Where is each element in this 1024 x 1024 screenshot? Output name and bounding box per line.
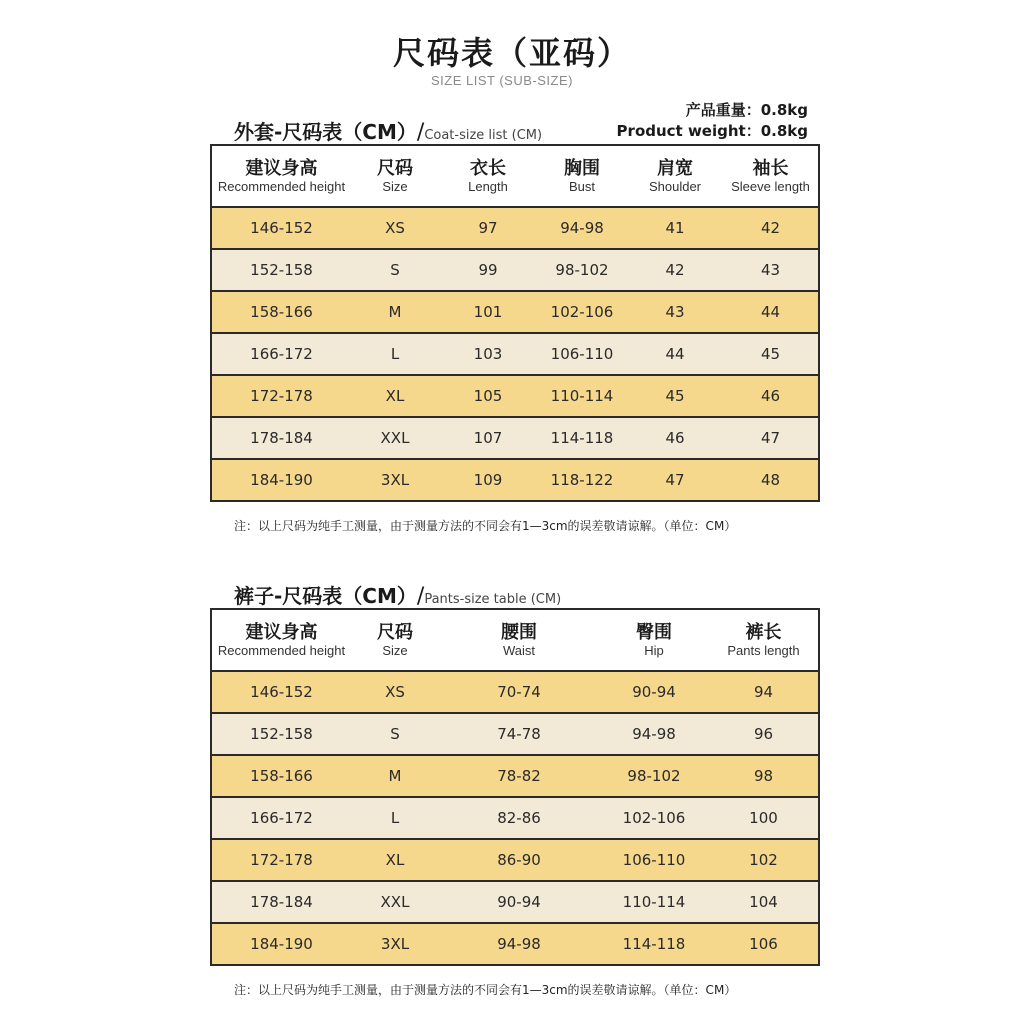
- table-cell: 114-118: [537, 417, 627, 459]
- coat-header-en: Recommended height: [217, 178, 346, 194]
- table-cell: 41: [627, 207, 723, 249]
- coat-header-en: Bust: [568, 178, 595, 194]
- coat-header-cell: [627, 145, 723, 207]
- coat-section-heading: [234, 116, 542, 145]
- table-cell: 166-172: [211, 333, 351, 375]
- table-row: [211, 881, 819, 923]
- pants-header-row: [211, 609, 819, 671]
- page-subtitle: SIZE LIST (SUB-SIZE): [431, 73, 573, 88]
- coat-table-body: [211, 207, 819, 501]
- coat-header-en: Sleeve length: [731, 178, 810, 194]
- table-cell: 118-122: [537, 459, 627, 501]
- table-cell: 100: [709, 797, 819, 839]
- table-cell: S: [351, 249, 439, 291]
- table-cell: 78-82: [439, 755, 599, 797]
- coat-title-slash: /: [416, 120, 425, 145]
- pants-title-slash: /: [416, 584, 425, 609]
- table-cell: XS: [351, 671, 439, 713]
- table-cell: 184-190: [211, 923, 351, 965]
- table-cell: 146-152: [211, 671, 351, 713]
- pants-header-cell: [211, 609, 351, 671]
- table-cell: 158-166: [211, 755, 351, 797]
- table-cell: 3XL: [351, 459, 439, 501]
- pants-section-heading: [234, 580, 561, 609]
- coat-header-zh: 袖长: [752, 157, 789, 179]
- table-cell: L: [351, 333, 439, 375]
- table-cell: 90-94: [439, 881, 599, 923]
- table-cell: 158-166: [211, 291, 351, 333]
- coat-header-cell: [537, 145, 627, 207]
- table-cell: 110-114: [537, 375, 627, 417]
- pants-header-zh: 尺码: [377, 621, 413, 643]
- pants-header-cell: [599, 609, 709, 671]
- coat-header-zh: 肩宽: [657, 157, 693, 179]
- coat-header-zh: 尺码: [377, 157, 413, 179]
- coat-header-en: Length: [468, 178, 508, 194]
- table-cell: 97: [439, 207, 537, 249]
- table-row: [211, 671, 819, 713]
- table-cell: 45: [627, 375, 723, 417]
- table-cell: 47: [723, 417, 819, 459]
- table-cell: 47: [627, 459, 723, 501]
- pants-header-cell: [439, 609, 599, 671]
- pants-header-zh: 裤长: [745, 621, 782, 643]
- table-cell: 152-158: [211, 713, 351, 755]
- coat-header-cell: [723, 145, 819, 207]
- pants-header-en: Size: [382, 642, 408, 658]
- table-cell: 102: [709, 839, 819, 881]
- table-cell: 152-158: [211, 249, 351, 291]
- coat-header-en: Shoulder: [648, 178, 702, 194]
- pants-header-zh: 腰围: [501, 621, 537, 643]
- table-row: [211, 249, 819, 291]
- table-cell: XXL: [351, 881, 439, 923]
- table-cell: 178-184: [211, 417, 351, 459]
- table-cell: 184-190: [211, 459, 351, 501]
- table-cell: 98: [709, 755, 819, 797]
- table-cell: 44: [723, 291, 819, 333]
- table-cell: 44: [627, 333, 723, 375]
- pants-size-table: [210, 608, 820, 966]
- table-cell: 96: [709, 713, 819, 755]
- table-cell: 103: [439, 333, 537, 375]
- coat-header-zh: 胸围: [564, 157, 600, 179]
- pants-title-zh: 裤子-尺码表（CM）: [234, 584, 417, 608]
- table-row: [211, 417, 819, 459]
- table-cell: 86-90: [439, 839, 599, 881]
- table-cell: L: [351, 797, 439, 839]
- page-title: 尺码表（亚码）: [392, 34, 631, 72]
- coat-header-zh: 衣长: [470, 157, 506, 179]
- coat-header-row: [211, 145, 819, 207]
- table-cell: XL: [351, 839, 439, 881]
- table-cell: 106-110: [537, 333, 627, 375]
- table-row: [211, 459, 819, 501]
- pants-header-en: Waist: [502, 642, 536, 658]
- table-cell: M: [351, 755, 439, 797]
- table-cell: 43: [723, 249, 819, 291]
- pants-header-cell: [709, 609, 819, 671]
- table-row: [211, 713, 819, 755]
- pants-header-en: Recommended height: [217, 642, 346, 658]
- coat-header-cell: [439, 145, 537, 207]
- table-row: [211, 923, 819, 965]
- table-cell: 110-114: [599, 881, 709, 923]
- table-cell: 172-178: [211, 375, 351, 417]
- table-cell: 172-178: [211, 839, 351, 881]
- table-cell: 98-102: [599, 755, 709, 797]
- table-cell: 94: [709, 671, 819, 713]
- table-cell: 104: [709, 881, 819, 923]
- coat-header-cell: [211, 145, 351, 207]
- table-cell: 74-78: [439, 713, 599, 755]
- table-cell: 101: [439, 291, 537, 333]
- table-cell: 48: [723, 459, 819, 501]
- coat-title-en: Coat-size list (CM): [424, 128, 543, 143]
- table-cell: 146-152: [211, 207, 351, 249]
- table-cell: XL: [351, 375, 439, 417]
- table-cell: 42: [723, 207, 819, 249]
- table-row: [211, 797, 819, 839]
- table-cell: 42: [627, 249, 723, 291]
- coat-header-en: Size: [382, 178, 408, 194]
- table-cell: 82-86: [439, 797, 599, 839]
- coat-title-zh: 外套-尺码表（CM）: [234, 120, 417, 144]
- table-cell: 45: [723, 333, 819, 375]
- pants-title-en: Pants-size table (CM): [424, 592, 562, 607]
- coat-header-zh: 建议身高: [245, 157, 318, 179]
- table-cell: 102-106: [599, 797, 709, 839]
- coat-header-cell: [351, 145, 439, 207]
- table-cell: 99: [439, 249, 537, 291]
- table-cell: 109: [439, 459, 537, 501]
- pants-header-cell: [351, 609, 439, 671]
- table-cell: 43: [627, 291, 723, 333]
- table-cell: 46: [627, 417, 723, 459]
- table-row: [211, 291, 819, 333]
- table-cell: 114-118: [599, 923, 709, 965]
- table-cell: 102-106: [537, 291, 627, 333]
- pants-header-zh: 臀围: [636, 621, 672, 643]
- table-row: [211, 755, 819, 797]
- table-cell: 46: [723, 375, 819, 417]
- coat-note: 注：以上尺码为纯手工测量，由于测量方法的不同会有1—3cm的误差敬请谅解。（单位：CM）: [234, 519, 737, 533]
- table-cell: 94-98: [537, 207, 627, 249]
- table-cell: XXL: [351, 417, 439, 459]
- pants-header-zh: 建议身高: [245, 621, 318, 643]
- table-cell: 70-74: [439, 671, 599, 713]
- table-cell: 105: [439, 375, 537, 417]
- table-row: [211, 333, 819, 375]
- table-cell: 3XL: [351, 923, 439, 965]
- table-cell: 90-94: [599, 671, 709, 713]
- table-cell: XS: [351, 207, 439, 249]
- table-row: [211, 207, 819, 249]
- table-row: [211, 839, 819, 881]
- pants-note: 注：以上尺码为纯手工测量，由于测量方法的不同会有1—3cm的误差敬请谅解。（单位：CM）: [234, 983, 737, 997]
- table-cell: 178-184: [211, 881, 351, 923]
- table-cell: 106: [709, 923, 819, 965]
- product-weight-zh: 产品重量：0.8kg: [685, 101, 808, 119]
- table-cell: 107: [439, 417, 537, 459]
- pants-header-en: Pants length: [727, 642, 800, 658]
- pants-table-body: [211, 671, 819, 965]
- table-cell: 94-98: [599, 713, 709, 755]
- table-cell: 166-172: [211, 797, 351, 839]
- table-cell: S: [351, 713, 439, 755]
- product-weight-en: Product weight：0.8kg: [616, 122, 808, 140]
- table-cell: 94-98: [439, 923, 599, 965]
- table-row: [211, 375, 819, 417]
- table-cell: 106-110: [599, 839, 709, 881]
- coat-size-table: [210, 144, 820, 502]
- table-cell: 98-102: [537, 249, 627, 291]
- table-cell: M: [351, 291, 439, 333]
- pants-header-en: Hip: [644, 642, 664, 658]
